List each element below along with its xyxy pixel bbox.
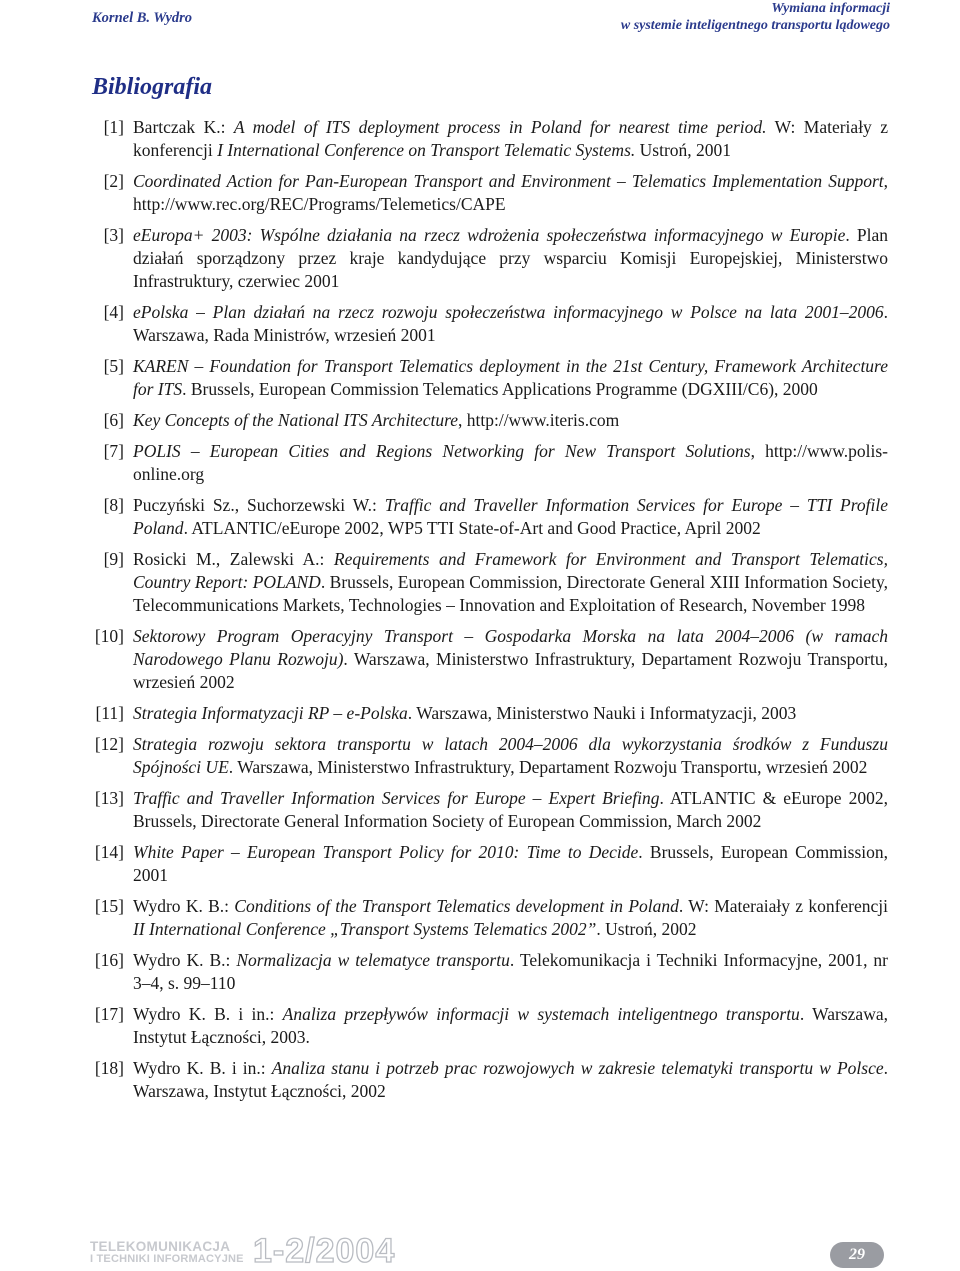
issue-number: 1-2/2004 [253,1232,396,1270]
entry-title-text: Conditions of the Transport Telematics development in Poland [234,896,679,916]
article-title-header [621,0,890,34]
entry-text: . Warszawa, Rada Ministrów, wrzesień 2001 [133,302,888,345]
bibliography-entry [0,625,960,694]
entry-text: . ATLANTIC & eEurope 2002, Brussels, Directorate General Information Society of European Commission, March 2002 [133,788,888,831]
entry-text: . W: Materaiały z konferencji [678,896,889,916]
entry-title-text: ePolska – Plan działań na rzecz rozwoju społeczeństwa informacyjnego w Polsce na lata 2001–2006 [133,302,884,322]
entry-text: . Warszawa, Instytut Łączności, 2002 [133,1058,888,1101]
bibliography-entry [0,170,960,216]
running-head [0,0,960,42]
entry-title-text: Key Concepts of the National ITS Architecture [133,410,458,430]
entry-text: . Brussels, European Commission, 2001 [133,842,888,885]
article-title-line-2: w systemie inteligentnego transportu lądowego [620,18,890,33]
bibliography-entry [0,116,960,162]
entry-number: [3] [103,225,124,245]
page-footer [0,1228,960,1271]
bibliography-entry [0,895,960,941]
bibliography-entry [0,949,960,995]
entry-title-text: KAREN – Foundation for Transport Telematics deployment in the 21st Century, Framework Architecture for ITS [133,356,888,399]
entry-text: . Plan działań sporządzony przez kraje kandydujące przy wsparciu Komisji Europejskiej, Ministerstwo Infrastruktury, czerwiec 2001 [133,225,888,291]
journal-name [90,1240,244,1266]
entry-text: . Telekomunikacja i Techniki Informacyjne, 2001, nr 3–4, s. 99–110 [133,950,888,993]
bibliography-list [0,116,960,1111]
entry-title-text: Traffic and Traveller Information Services for Europe – Expert Briefing [133,788,660,808]
entry-title-text: II International Conference „Transport Systems Telematics 2002” [133,919,597,939]
entry-number: [16] [94,950,124,970]
author-header: Kornel B. Wydro [92,10,193,26]
entry-title-text: Strategia Informatyzacji RP – e-Polska [133,703,408,723]
bibliography-entry [0,494,960,540]
entry-title-text: A model of ITS deployment process in Poland for nearest time period. [233,117,767,137]
entry-text: . ATLANTIC/eEurope 2002, WP5 TTI State-of-Art and Good Practice, April 2002 [183,518,761,538]
entry-number: [2] [103,171,124,191]
entry-text: Bartczak K.: [133,117,234,137]
entry-number: [18] [94,1058,124,1078]
section-title: Bibliografia [92,74,213,100]
bibliography-entry [0,355,960,401]
entry-number: [17] [94,1004,124,1024]
entry-text: . Warszawa, Ministerstwo Infrastruktury, Departament Rozwoju Transportu, wrzesień 2002 [228,757,868,777]
entry-text: Wydro K. B. i in.: [133,1058,272,1078]
bibliography-entry [0,1003,960,1049]
entry-title-text: POLIS – European Cities and Regions Networking for New Transport Solutions [133,441,751,461]
entry-text: . Ustroń, 2002 [596,919,697,939]
bibliography-entry [0,733,960,779]
entry-number: [14] [94,842,124,862]
bibliography-entry [0,301,960,347]
entry-text: . Brussels, European Commission, Directorate General XIII Information Society, Telecommunications Markets, Technologies – Innovation and Exploitation of Research, November 1998 [133,572,888,615]
bibliography-entry [0,1057,960,1103]
entry-title-text: Analiza stanu i potrzeb prac rozwojowych w zakresie telematyki transportu w Polsce [271,1058,884,1078]
entry-number: [11] [95,703,124,723]
entry-text: , http://www.polis-online.org [133,441,888,484]
entry-number: [6] [103,410,124,430]
bibliography-entry [0,224,960,293]
entry-title-text: I International Conference on Transport Telematic Systems. [217,140,636,160]
entry-number: [12] [94,734,124,754]
entry-number: [8] [103,495,124,515]
entry-title-text: Coordinated Action for Pan-European Transport and Environment – Telematics Implementation Support [133,171,884,191]
bibliography-entry [0,841,960,887]
entry-number: [15] [94,896,124,916]
bibliography-entry [0,787,960,833]
entry-number: [4] [103,302,124,322]
entry-text: . Warszawa, Instytut Łączności, 2003. [133,1004,888,1047]
entry-text: . Warszawa, Ministerstwo Infrastruktury, Departament Rozwoju Transportu, wrzesień 2002 [133,649,889,692]
entry-title-text: Traffic and Traveller Information Services for Europe – TTI Profile Poland [133,495,888,538]
entry-text: . Warszawa, Ministerstwo Nauki i Informatyzacji, 2003 [407,703,797,723]
entry-text: Wydro K. B.: [133,896,235,916]
entry-text: Wydro K. B.: [133,950,237,970]
entry-number: [9] [103,549,124,569]
entry-text: Puczyński Sz., Suchorzewski W.: [133,495,385,515]
entry-title-text: Normalizacja w telematyce transportu [236,950,510,970]
journal-name-line-1: TELEKOMUNIKACJA [90,1239,231,1254]
entry-text: , http://www.iteris.com [458,410,620,430]
entry-title-text: eEuropa+ 2003: Wspólne działania na rzecz wdrożenia społeczeństwa informacyjnego w Europie [133,225,846,245]
entry-text: Rosicki M., Zalewski A.: [133,549,334,569]
entry-text: Ustroń, 2001 [635,140,732,160]
entry-title-text: Sektorowy Program Operacyjny Transport – Gospodarka Morska na lata 2004–2006 (w ramach Narodowego Planu Rozwoju) [133,626,888,669]
entry-number: [5] [103,356,124,376]
entry-title-text: Analiza przepływów informacji w systemach inteligentnego transportu [282,1004,800,1024]
entry-text: W: Materiały z konferencji [133,117,888,160]
entry-number: [1] [103,117,124,137]
entry-text: , http://www.rec.org/REC/Programs/Telemetics/CAPE [133,171,888,214]
journal-name-line-2: I TECHNIKI INFORMACYJNE [90,1253,244,1265]
bibliography-entry [0,409,960,432]
bibliography-entry [0,702,960,725]
page-number: 29 [830,1242,884,1268]
entry-title-text: Requirements and Framework for Environment and Transport Telematics, Country Report: POLAND [133,549,888,592]
bibliography-entry [0,548,960,617]
entry-text: Wydro K. B. i in.: [133,1004,283,1024]
entry-title-text: White Paper – European Transport Policy for 2010: Time to Decide [133,842,639,862]
entry-title-text: Strategia rozwoju sektora transportu w latach 2004–2006 dla wykorzystania środków z Funduszu Spójności UE [133,734,888,777]
entry-number: [13] [94,788,124,808]
article-title-line-1: Wymiana informacji [771,1,890,16]
entry-number: [7] [103,441,124,461]
entry-number: [10] [94,626,124,646]
entry-text: . Brussels, European Commission Telematics Applications Programme (DGXIII/C6), 2000 [182,379,818,399]
bibliography-entry [0,440,960,486]
